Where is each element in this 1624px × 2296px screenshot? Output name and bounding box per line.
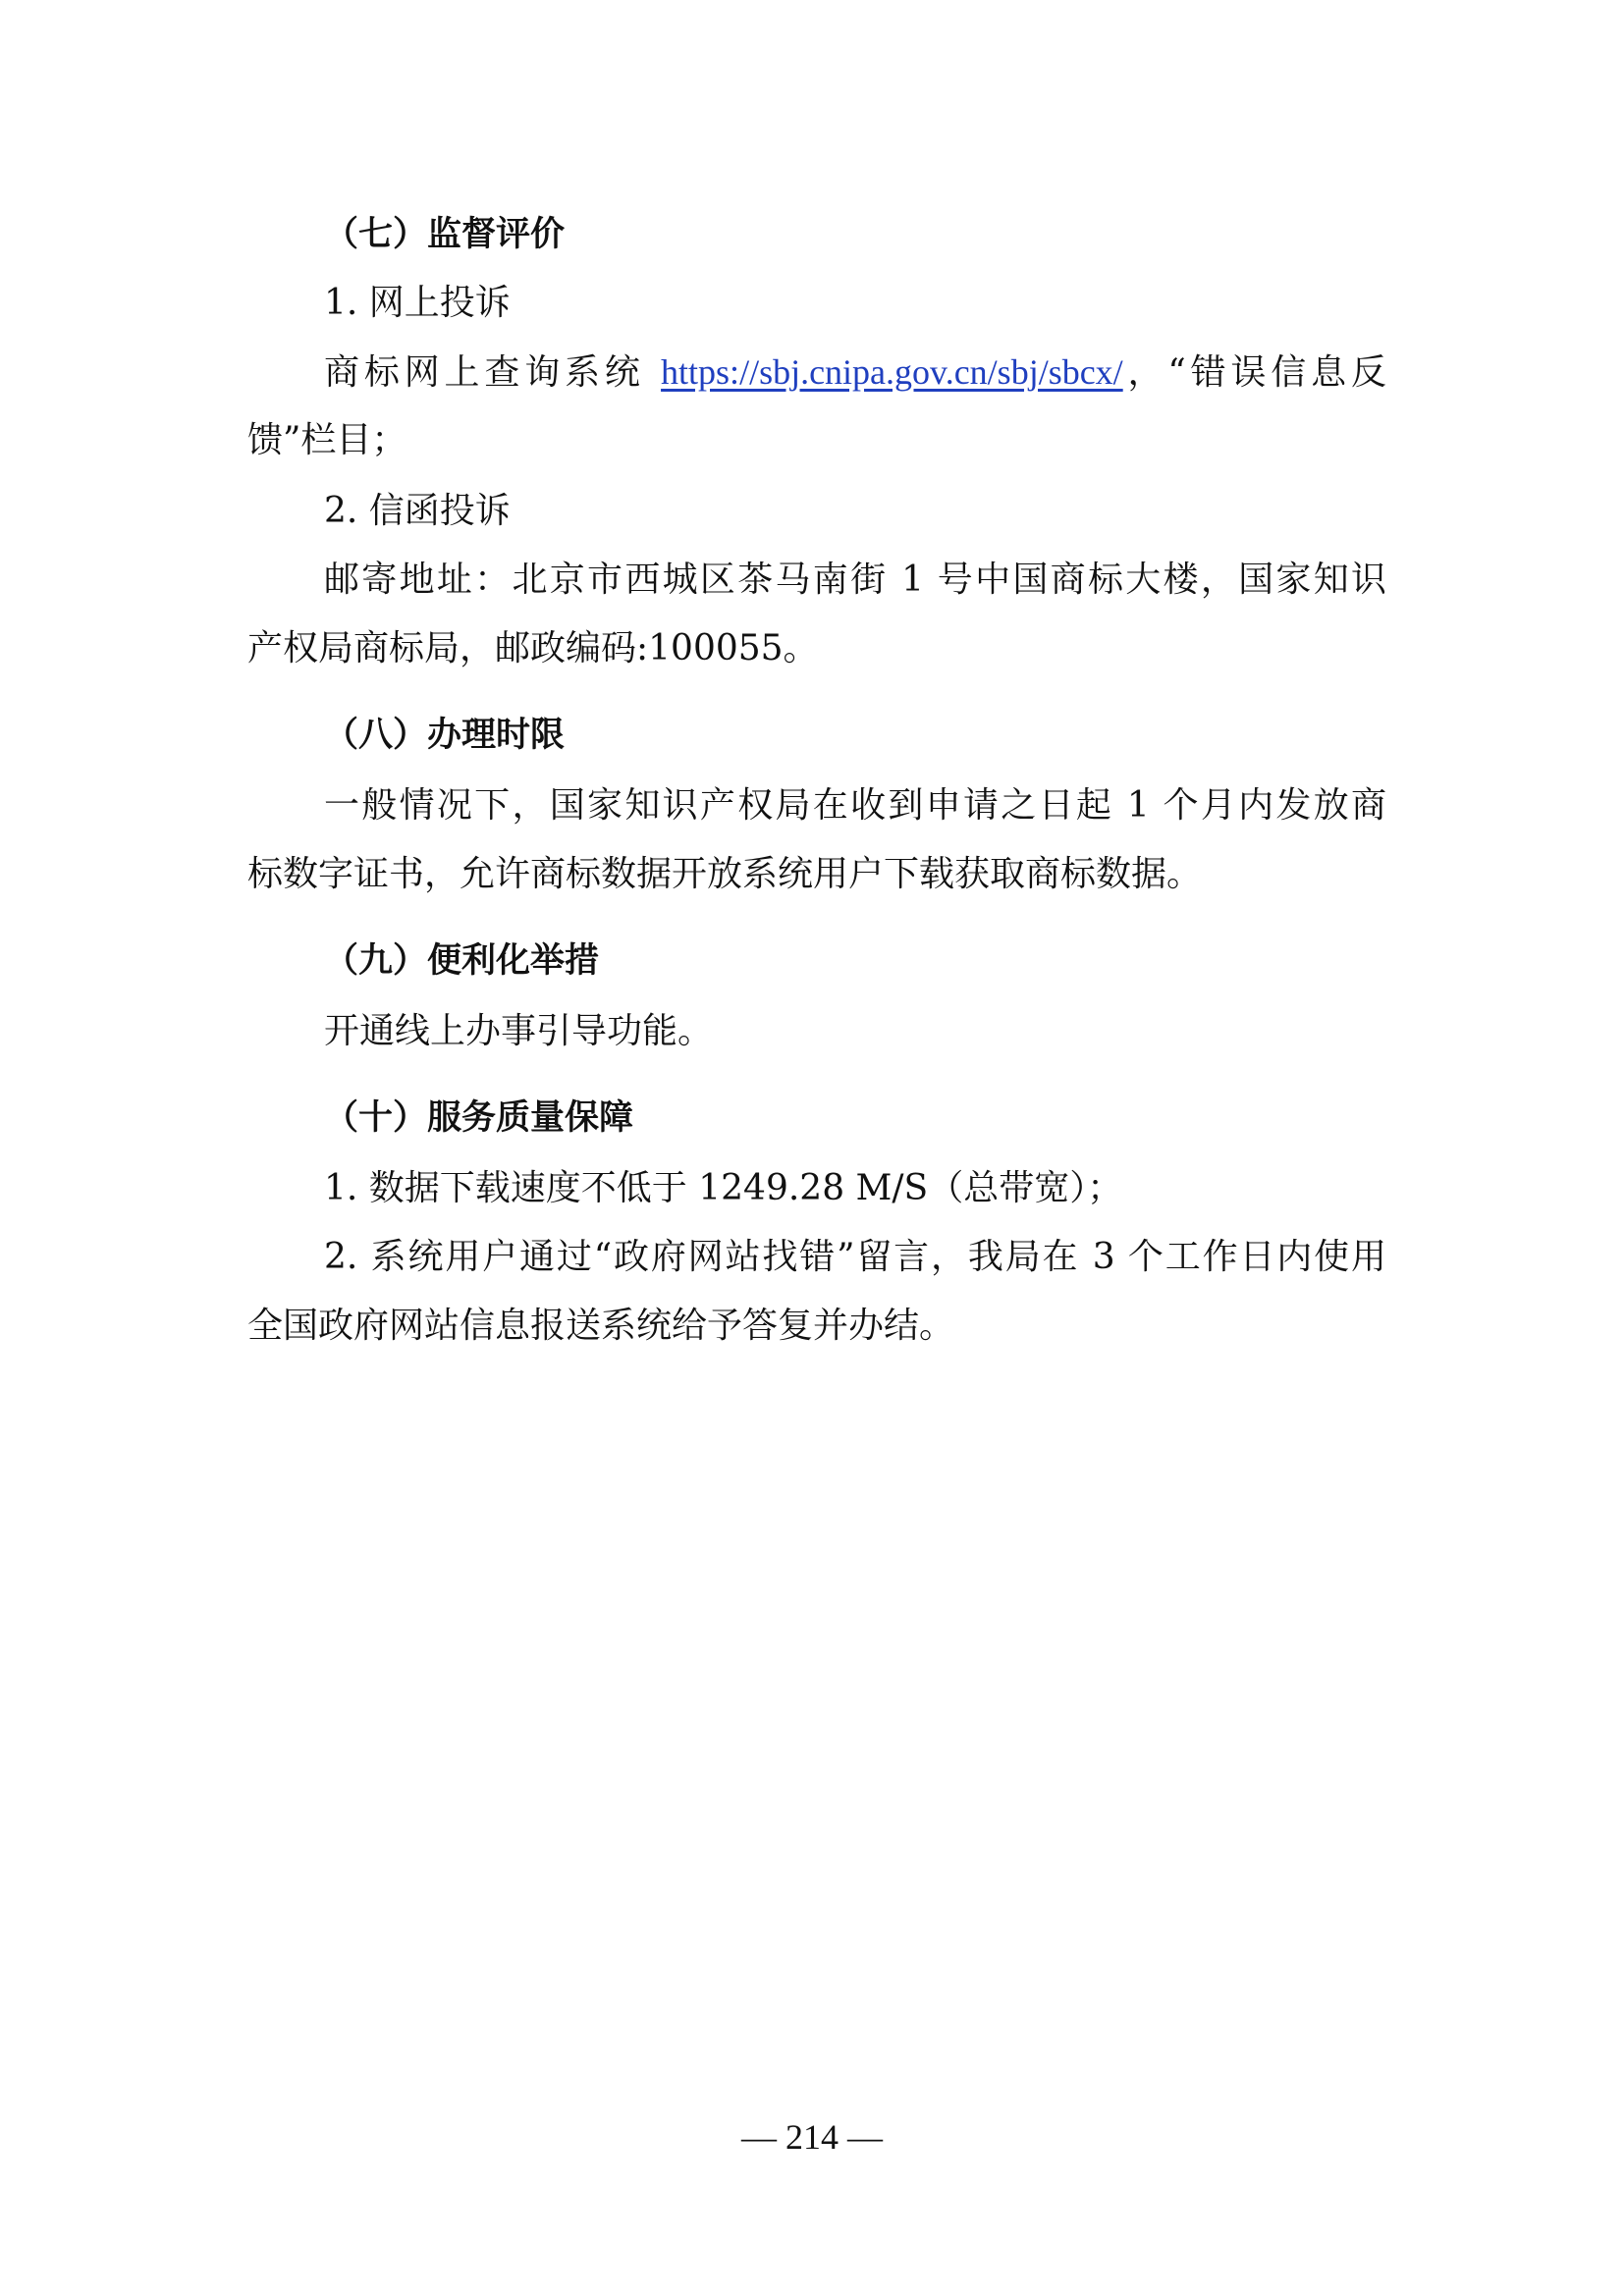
paragraph-line	[324, 347, 1386, 398]
paragraph-line: 一般情况下，国家知识产权局在收到申请之日起 1 个月内发放商	[324, 785, 1386, 826]
list-item-label: 2. 信函投诉	[324, 491, 511, 531]
paragraph-line: 邮寄地址：北京市西城区茶马南街 1 号中国商标大楼，国家知识	[324, 560, 1386, 600]
paragraph-line: 全国政府网站信息报送系统给予答复并办结。	[247, 1306, 955, 1346]
list-item: 1. 数据下载速度不低于 1249.28 M/S（总带宽）；	[324, 1168, 1123, 1208]
paragraph-line: 馈”栏目；	[247, 420, 407, 460]
section-heading-8: （八）办理时限	[324, 716, 566, 755]
section-heading-10: （十）服务质量保障	[324, 1098, 634, 1138]
paragraph-text: ，“错误信息反	[1122, 352, 1386, 393]
list-item-label: 1. 网上投诉	[324, 283, 511, 323]
section-heading-9: （九）便利化举措	[324, 941, 600, 981]
paragraph-line: 标数字证书，允许商标数据开放系统用户下载获取商标数据。	[247, 854, 1203, 894]
trademark-query-link[interactable]: https://sbj.cnipa.gov.cn/sbj/sbcx/	[661, 352, 1123, 392]
paragraph-text: 商标网上查询系统	[324, 352, 662, 393]
page-number: — 214 —	[741, 2117, 883, 2157]
paragraph-line: 产权局商标局，邮政编码:100055。	[247, 628, 819, 668]
paragraph-line: 开通线上办事引导功能。	[324, 1011, 714, 1051]
list-item: 2. 系统用户通过“政府网站找错”留言，我局在 3 个工作日内使用	[324, 1237, 1386, 1277]
section-heading-7: （七）监督评价	[324, 215, 566, 254]
